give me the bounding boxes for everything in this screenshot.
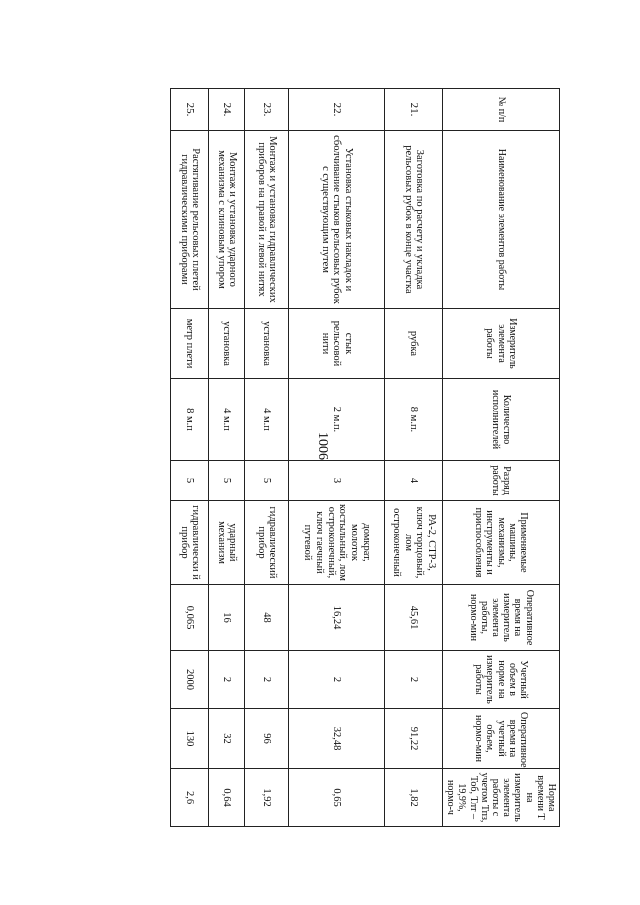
norm-time-cell: 2,6 <box>171 769 209 827</box>
header-cell: Норма времени Т на измеритель элемента работы с учетом Тпз, Тоб, Тлт – 19,9%, нормо-ч <box>443 769 560 827</box>
operative-time-volume-cell: 32,48 <box>289 709 385 769</box>
tools-cell: гидравлически й прибор <box>171 501 209 585</box>
operative-time-volume-cell: 96 <box>245 709 289 769</box>
operative-time-volume-cell: 32 <box>209 709 245 769</box>
rotated-table-box <box>178 88 560 826</box>
grade-cell: 3 <box>289 461 385 501</box>
workers-cell: 2 м.п. <box>289 379 385 461</box>
work-name-cell: Растягивание рельсовых плетей гидравлическими приборами <box>171 131 209 309</box>
volume-cell: 2 <box>209 651 245 709</box>
header-cell: Применяемые машины, механизмы, инструменты и приспособления <box>443 501 560 585</box>
tools-cell: ударный механизм <box>209 501 245 585</box>
header-cell: Количество исполнителей <box>443 379 560 461</box>
header-cell: Оперативное время на измеритель элемента работы, нормо-мин <box>443 585 560 651</box>
unit-cell: рубка <box>385 309 443 379</box>
norm-time-cell: 1,92 <box>245 769 289 827</box>
unit-cell: метр плети <box>171 309 209 379</box>
work-name-cell: Монтаж и установка ударного механизма с клиновым упором <box>209 131 245 309</box>
grade-cell: 5 <box>245 461 289 501</box>
operative-time-cell: 0,065 <box>171 585 209 651</box>
operative-time-cell: 16 <box>209 585 245 651</box>
page-number: 1006 <box>315 432 330 460</box>
row-number-cell: 23. <box>245 89 289 131</box>
workers-cell: 8 м.п. <box>385 379 443 461</box>
volume-cell: 2 <box>289 651 385 709</box>
header-cell: Измеритель элемента работы <box>443 309 560 379</box>
tools-cell: РА-2, СТР-3, ключ торцовый, лом остроконечный <box>385 501 443 585</box>
tools-cell: домкрат, молоток костыльный, лом остроконечный, ключ гаечный путевой <box>289 501 385 585</box>
workers-cell: 8 м.п <box>171 379 209 461</box>
header-cell: № п/п <box>443 89 560 131</box>
norm-time-cell: 1,82 <box>385 769 443 827</box>
volume-cell: 2000 <box>171 651 209 709</box>
header-cell: Оперативное время на учетный объем, нормо-мин <box>443 709 560 769</box>
unit-cell: установка <box>245 309 289 379</box>
operative-time-cell: 45,61 <box>385 585 443 651</box>
grade-cell: 4 <box>385 461 443 501</box>
row-number-cell: 22. <box>289 89 385 131</box>
work-elements-table <box>170 88 560 827</box>
operative-time-volume-cell: 91,22 <box>385 709 443 769</box>
operative-time-volume-cell: 130 <box>171 709 209 769</box>
workers-cell: 4 м.п <box>209 379 245 461</box>
header-cell: Наименование элементов работы <box>443 131 560 309</box>
unit-cell: установка <box>209 309 245 379</box>
norm-time-cell: 0,64 <box>209 769 245 827</box>
row-number-cell: 24. <box>209 89 245 131</box>
volume-cell: 2 <box>245 651 289 709</box>
header-cell: Учетный объем в норме на измеритель работы <box>443 651 560 709</box>
work-name-cell: Заготовка по расчету и укладка рельсовых рубок в конце участка <box>385 131 443 309</box>
table-row <box>171 89 209 827</box>
row-number-cell: 21. <box>385 89 443 131</box>
work-name-cell: Монтаж и установка гидравлических приборов на правой и левой нитях <box>245 131 289 309</box>
tools-cell: гидравлический прибор <box>245 501 289 585</box>
grade-cell: 5 <box>171 461 209 501</box>
table-row <box>385 89 443 827</box>
work-name-cell: Установка стыковых накладок и сболчивание стыков рельсовых рубок с существующим путем <box>289 131 385 309</box>
workers-cell: 4 м.п <box>245 379 289 461</box>
operative-time-cell: 48 <box>245 585 289 651</box>
norm-time-cell: 0,65 <box>289 769 385 827</box>
header-cell: Разряд работы <box>443 461 560 501</box>
grade-cell: 5 <box>209 461 245 501</box>
volume-cell: 2 <box>385 651 443 709</box>
table-row <box>289 89 385 827</box>
table-header-row <box>443 89 560 827</box>
row-number-cell: 25. <box>171 89 209 131</box>
table-row <box>245 89 289 827</box>
operative-time-cell: 16,24 <box>289 585 385 651</box>
table-row <box>209 89 245 827</box>
unit-cell: стык рельсовой нити <box>289 309 385 379</box>
